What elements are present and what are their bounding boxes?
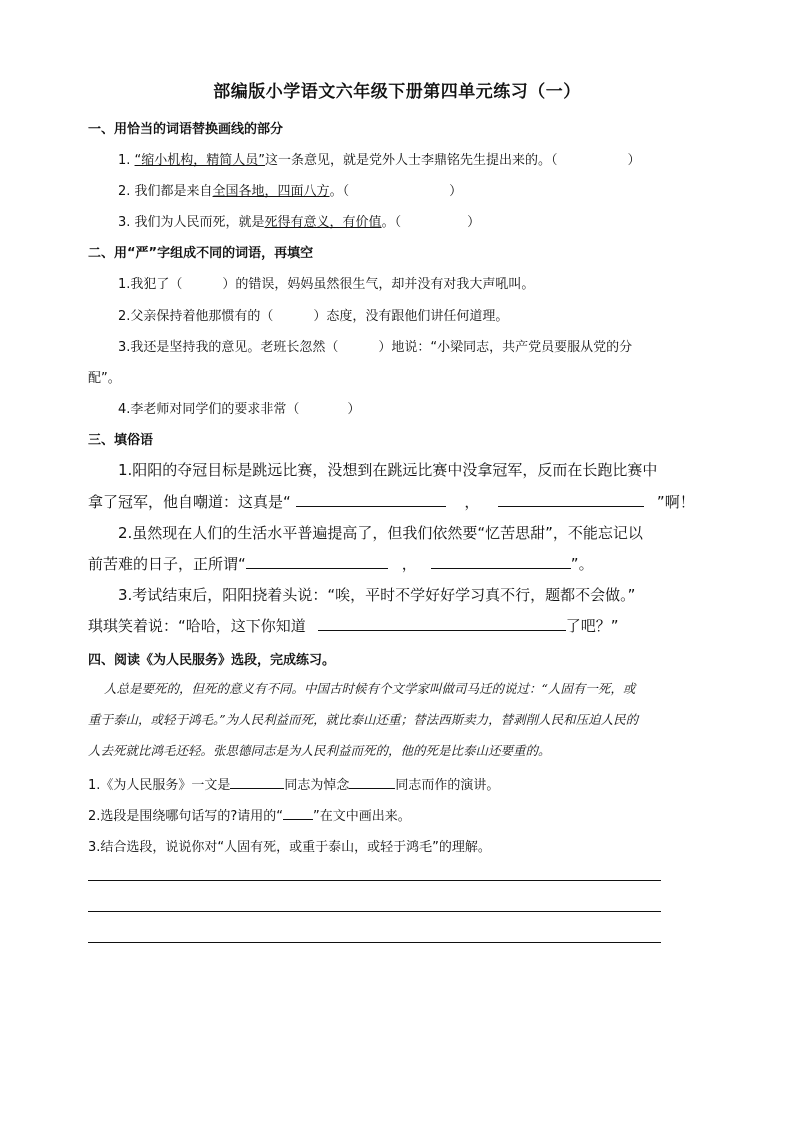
q-comma: ， xyxy=(464,493,480,511)
sec1-question-1 xyxy=(118,149,641,168)
sec2-question-4 xyxy=(118,398,360,417)
passage-line-3: 人去死就比鸿毛还轻。张思德同志是为人民利益而死的，他的死是比泰山还要重的。 xyxy=(88,743,551,758)
sec3-question-1-line-1: 1.阳阳的夺冠目标是跳远比赛，没想到在跳远比赛中没拿冠军，反而在长跑比赛中 xyxy=(118,461,658,479)
answer-line[interactable] xyxy=(88,880,661,881)
page-title: 部编版小学语文六年级下册第四单元练习（一） xyxy=(213,82,581,102)
q-text: ）态度，没有跟他们讲任何道理。 xyxy=(313,309,509,324)
sec4-question-3: 3.结合选段，说说你对“人固有死，或重于泰山，或轻于鸿毛”的理解。 xyxy=(88,840,491,855)
underline-sample xyxy=(283,805,313,820)
answer-blank[interactable] xyxy=(296,492,446,507)
q-text: 琪琪笑着说：“哈哈，这下你知道 xyxy=(88,617,306,635)
q-text: 2.选段是围绕哪句话写的?请用的“ xyxy=(88,809,284,824)
sec3-question-2-line-1: 2.虽然现在人们的生活水平普遍提高了，但我们依然要“忆苦思甜”，不能忘记以 xyxy=(118,524,643,542)
answer-blank[interactable] xyxy=(230,774,284,789)
q-text: 2. 我们都是来自 xyxy=(118,184,213,199)
q-text: 拿了冠军，他自嘲道：这真是“ xyxy=(88,493,291,511)
q-text: 前苦难的日子，正所谓“ xyxy=(88,555,246,573)
answer-blank[interactable] xyxy=(349,774,395,789)
answer-blank[interactable] xyxy=(318,616,566,631)
underlined-phrase: “缩小机构，精简人员” xyxy=(134,153,266,168)
q-close: ） xyxy=(449,184,463,199)
underlined-phrase: 全国各地，四面八方 xyxy=(212,184,330,199)
answer-line[interactable] xyxy=(88,942,661,943)
sec2-question-2 xyxy=(118,305,508,324)
q-close: ） xyxy=(627,153,641,168)
q-comma: ， xyxy=(401,555,417,573)
q-text: 4.李老师对同学们的要求非常（ xyxy=(118,402,300,417)
answer-blank[interactable] xyxy=(401,212,467,226)
q-text: ）地说：“小梁同志，共产党员要服从党的分 xyxy=(378,340,633,355)
q-close: ） xyxy=(467,215,481,230)
section-2-heading: 二、用“严”字组成不同的词语，再填空 xyxy=(88,246,314,261)
q-text: ”啊！ xyxy=(656,493,695,511)
sec2-question-1 xyxy=(118,273,534,292)
q-text: ） xyxy=(347,402,361,417)
q-text: 。（ xyxy=(381,215,402,230)
sec3-question-1-line-2 xyxy=(88,491,695,512)
q-text: 2.父亲保持着他那惯有的（ xyxy=(118,309,274,324)
sec1-question-3 xyxy=(118,211,480,230)
section-4-heading: 四、阅读《为人民服务》选段，完成练习。 xyxy=(88,653,336,668)
underlined-phrase: 死得有意义，有价值 xyxy=(264,215,382,230)
answer-line[interactable] xyxy=(88,911,661,912)
passage-line-1: 人总是要死的，但死的意义有不同。中国古时候有个文学家叫做司马迁的说过：“人固有一死，或 xyxy=(104,681,636,696)
q-text: 。（ xyxy=(329,184,350,199)
q-text: 1.我犯了（ xyxy=(118,277,183,292)
answer-blank[interactable] xyxy=(349,181,449,195)
answer-blank[interactable] xyxy=(431,554,571,569)
section-1-heading: 一、用恰当的词语替换画线的部分 xyxy=(88,122,284,137)
answer-blank[interactable] xyxy=(338,337,378,351)
sec3-question-3-line-2 xyxy=(88,615,619,636)
sec3-question-2-line-2 xyxy=(88,553,594,574)
answer-blank[interactable] xyxy=(273,306,313,320)
sec2-question-3-continued: 配”。 xyxy=(88,371,121,386)
sec4-question-1 xyxy=(88,774,499,793)
sec4-question-2 xyxy=(88,805,411,824)
q-text: 了吧？” xyxy=(565,617,619,635)
section-3-heading: 三、填俗语 xyxy=(88,433,154,448)
q-text: 这一条意见，就是党外人士李鼎铭先生提出来的。（ xyxy=(265,153,558,168)
passage-line-2: 重于泰山，或轻于鸿毛。”为人民利益而死，就比泰山还重；替法西斯卖力，替剥削人民和压迫人民的 xyxy=(88,712,639,727)
q-text: ”。 xyxy=(570,555,594,573)
answer-blank[interactable] xyxy=(299,399,347,413)
sec1-question-2 xyxy=(118,180,462,199)
q-number: 1. xyxy=(118,153,131,168)
q-text: ”在文中画出来。 xyxy=(313,809,411,824)
answer-blank[interactable] xyxy=(558,150,628,164)
answer-blank[interactable] xyxy=(498,492,644,507)
sec3-question-3-line-1: 3.考试结束后，阳阳挠着头说：“唉，平时不学好好学习真不行，题都不会做。” xyxy=(118,586,636,604)
q-text: 同志而作的演讲。 xyxy=(395,778,500,793)
sec2-question-3 xyxy=(118,336,632,355)
q-text: 1.《为人民服务》一文是 xyxy=(88,778,231,793)
answer-blank[interactable] xyxy=(246,554,388,569)
q-text: 3. 我们为人民而死，就是 xyxy=(118,215,265,230)
q-text: 同志为悼念 xyxy=(284,778,350,793)
answer-blank[interactable] xyxy=(182,274,222,288)
q-text: ）的错误，妈妈虽然很生气，却并没有对我大声吼叫。 xyxy=(222,277,535,292)
q-text: 3.我还是坚持我的意见。老班长忽然（ xyxy=(118,340,339,355)
